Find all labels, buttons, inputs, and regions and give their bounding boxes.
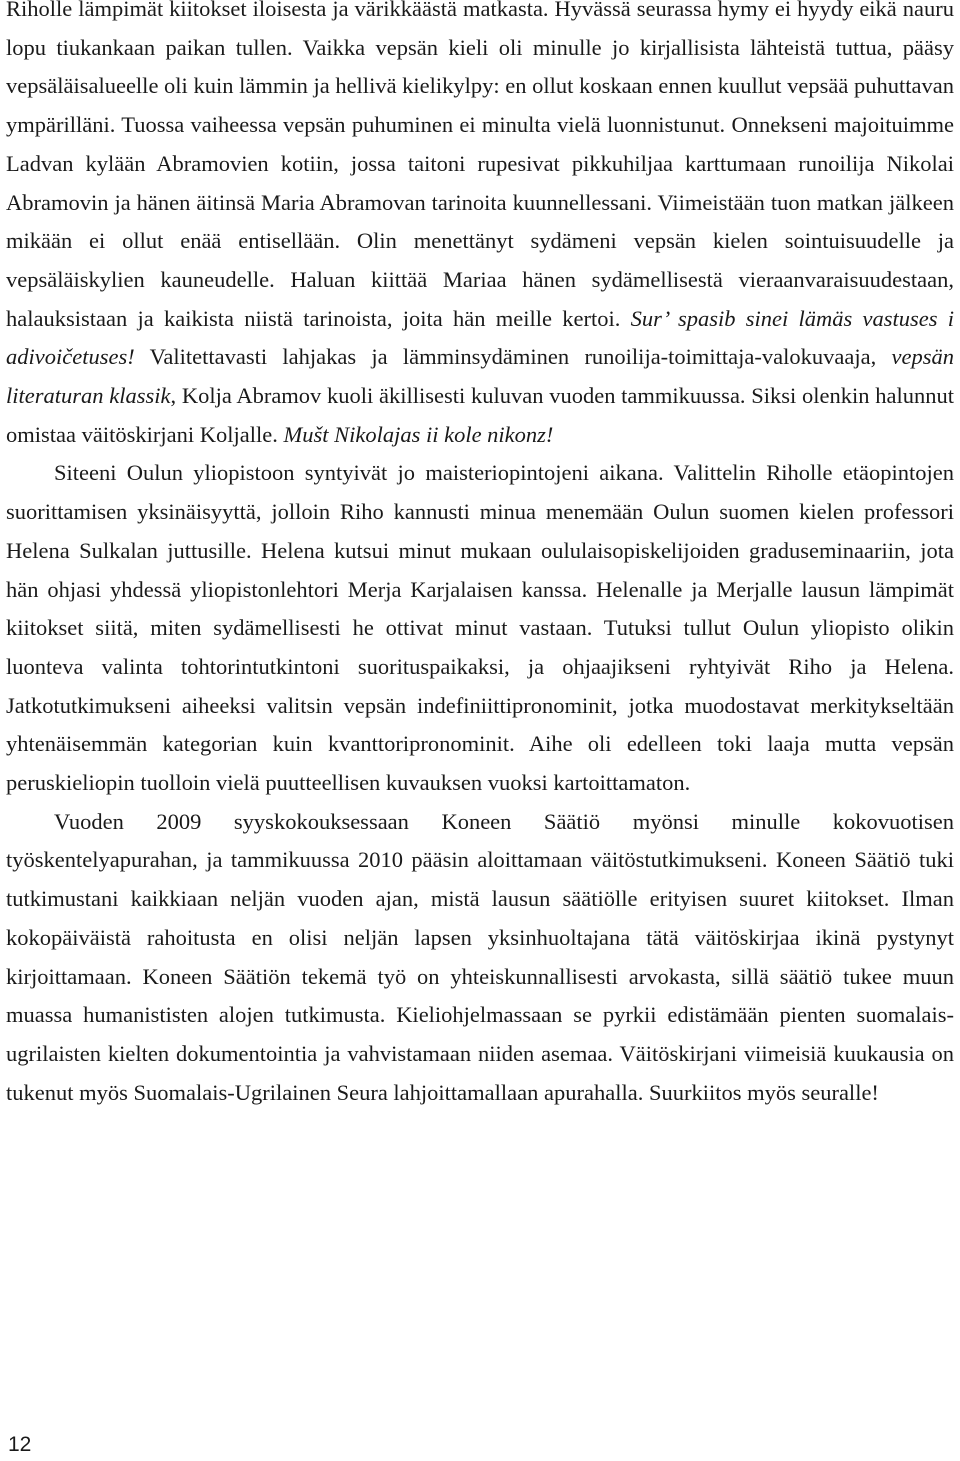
paragraph-3 [6,803,954,1113]
vepsian-memorial-quote: Mušt Nikolajas ii kole nikonz! [283,421,554,447]
page-number: 12 [8,1433,32,1456]
vepsian-thanks-quote: Sur’ spasib sinei lämäs vastuses i adivoičetuses! [6,305,954,370]
paragraph-2-text: Siteeni Oulun yliopistoon syntyivät jo maisteriopintojeni aikana. Valittelin Riholle etäopintojen suorittamisen yksinäisyyttä, jolloin Riho kannusti minua menemään Oulun suomen kielen professori Helena Sulkalan juttusille. Helena kutsui minut mukaan oululaisopiskelijoiden graduseminaariin, jota hän ohjasi yhdessä yliopistonlehtori Merja Karjalaisen kanssa. Helenalle ja Merjalle lausun lämpimät kiitokset siitä, miten sydämellisesti he ottivat minut vastaan. Tutuksi tullut Oulun yliopisto olikin luonteva valinta tohtorintutkintoni suorituspaikaksi, ja ohjaajikseni ryhtyivät Riho ja Helena. Jatkotutkimukseni aiheeksi valitsin vepsän indefiniittipronominit, jotka muodostavat merkitykseltään yhtenäisemmän kategorian kuin kvanttoripronominit. Aihe oli edelleen toki laaja mutta vepsän peruskieliopin tuolloin vielä puutteellisen kuvauksen vuoksi kartoittamaton. [6,460,954,796]
paragraph-2 [6,454,954,802]
paragraph-1-segment: , Kolja Abramov kuoli äkillisesti kuluvan vuoden tammikuussa. Siksi olenkin halunnut omistaa väitöskirjani Koljalle. [6,383,954,447]
vepsian-classic-phrase: vepsän literaturan klassik [6,344,954,409]
paragraph-1 [6,0,954,454]
body-text [6,0,954,1112]
paragraph-3-text: Vuoden 2009 syyskokouksessaan Koneen Säätiö myönsi minulle kokovuotisen työskentelyapurahan, ja tammikuussa 2010 pääsin aloittamaan väitöstutkimukseni. Koneen Säätiö tuki tutkimustani kaikkiaan neljän vuoden ajan, mistä lausun säätiölle erityisen suuret kiitokset. Ilman kokopäiväistä rahoitusta en olisi neljän lapsen yksinhuoltajana tätä väitöskirjaa ikinä pystynyt kirjoittamaan. Koneen Säätiön tekemä työ on yhteiskunnallisesti arvokasta, sillä säätiö tukee muun muassa humanististen alojen tutkimusta. Kieliohjelmassaan se pyrkii edistämään pienten suomalais-ugrilaisten kielten dokumentointia ja vahvistamaan niiden asemaa. Väitöskirjani viimeisiä kuukausia on tukenut myös Suomalais-Ugrilainen Seura lahjoittamallaan apurahalla. Suurkiitos myös seuralle! [6,808,954,1105]
paragraph-1-segment: Riholle lämpimät kiitokset iloisesta ja värikkäästä matkasta. Hyvässä seurassa hymy ei hyydy eikä nauru lopu tiukankaan paikan tullen. Vaikka vepsän kieli oli minulle jo kirjallisista lähteistä tuttua, pääsy vepsäläisalueelle oli kuin lämmin ja hellivä kielikylpy: en ollut koskaan ennen kuullut vepsää puhuttavan ympärilläni. Tuossa vaiheessa vepsän puhuminen ei minulta vielä luonnistunut. Onnekseni majoituimme Ladvan kylään Abramovien kotiin, jossa taitoni rupesivat pikkuhiljaa karttumaan runoilija Nikolai Abramovin ja hänen äitinsä Maria Abramovan tarinoita kuunnellessani. Viimeistään tuon matkan jälkeen mikään ei ollut enää entisellään. Olin menettänyt sydämeni vepsän kielen sointuisuudelle ja vepsäläiskylien kauneudelle. Haluan kiittää Mariaa hänen sydämellisestä vieraanvaraisuudestaan, halauksistaan ja kaikista niistä tarinoista, joita hän meille kertoi. [6,0,954,331]
paragraph-1-segment: Valitettavasti lahjakas ja lämminsydäminen runoilija-toimittaja-valokuvaaja, [134,344,892,370]
